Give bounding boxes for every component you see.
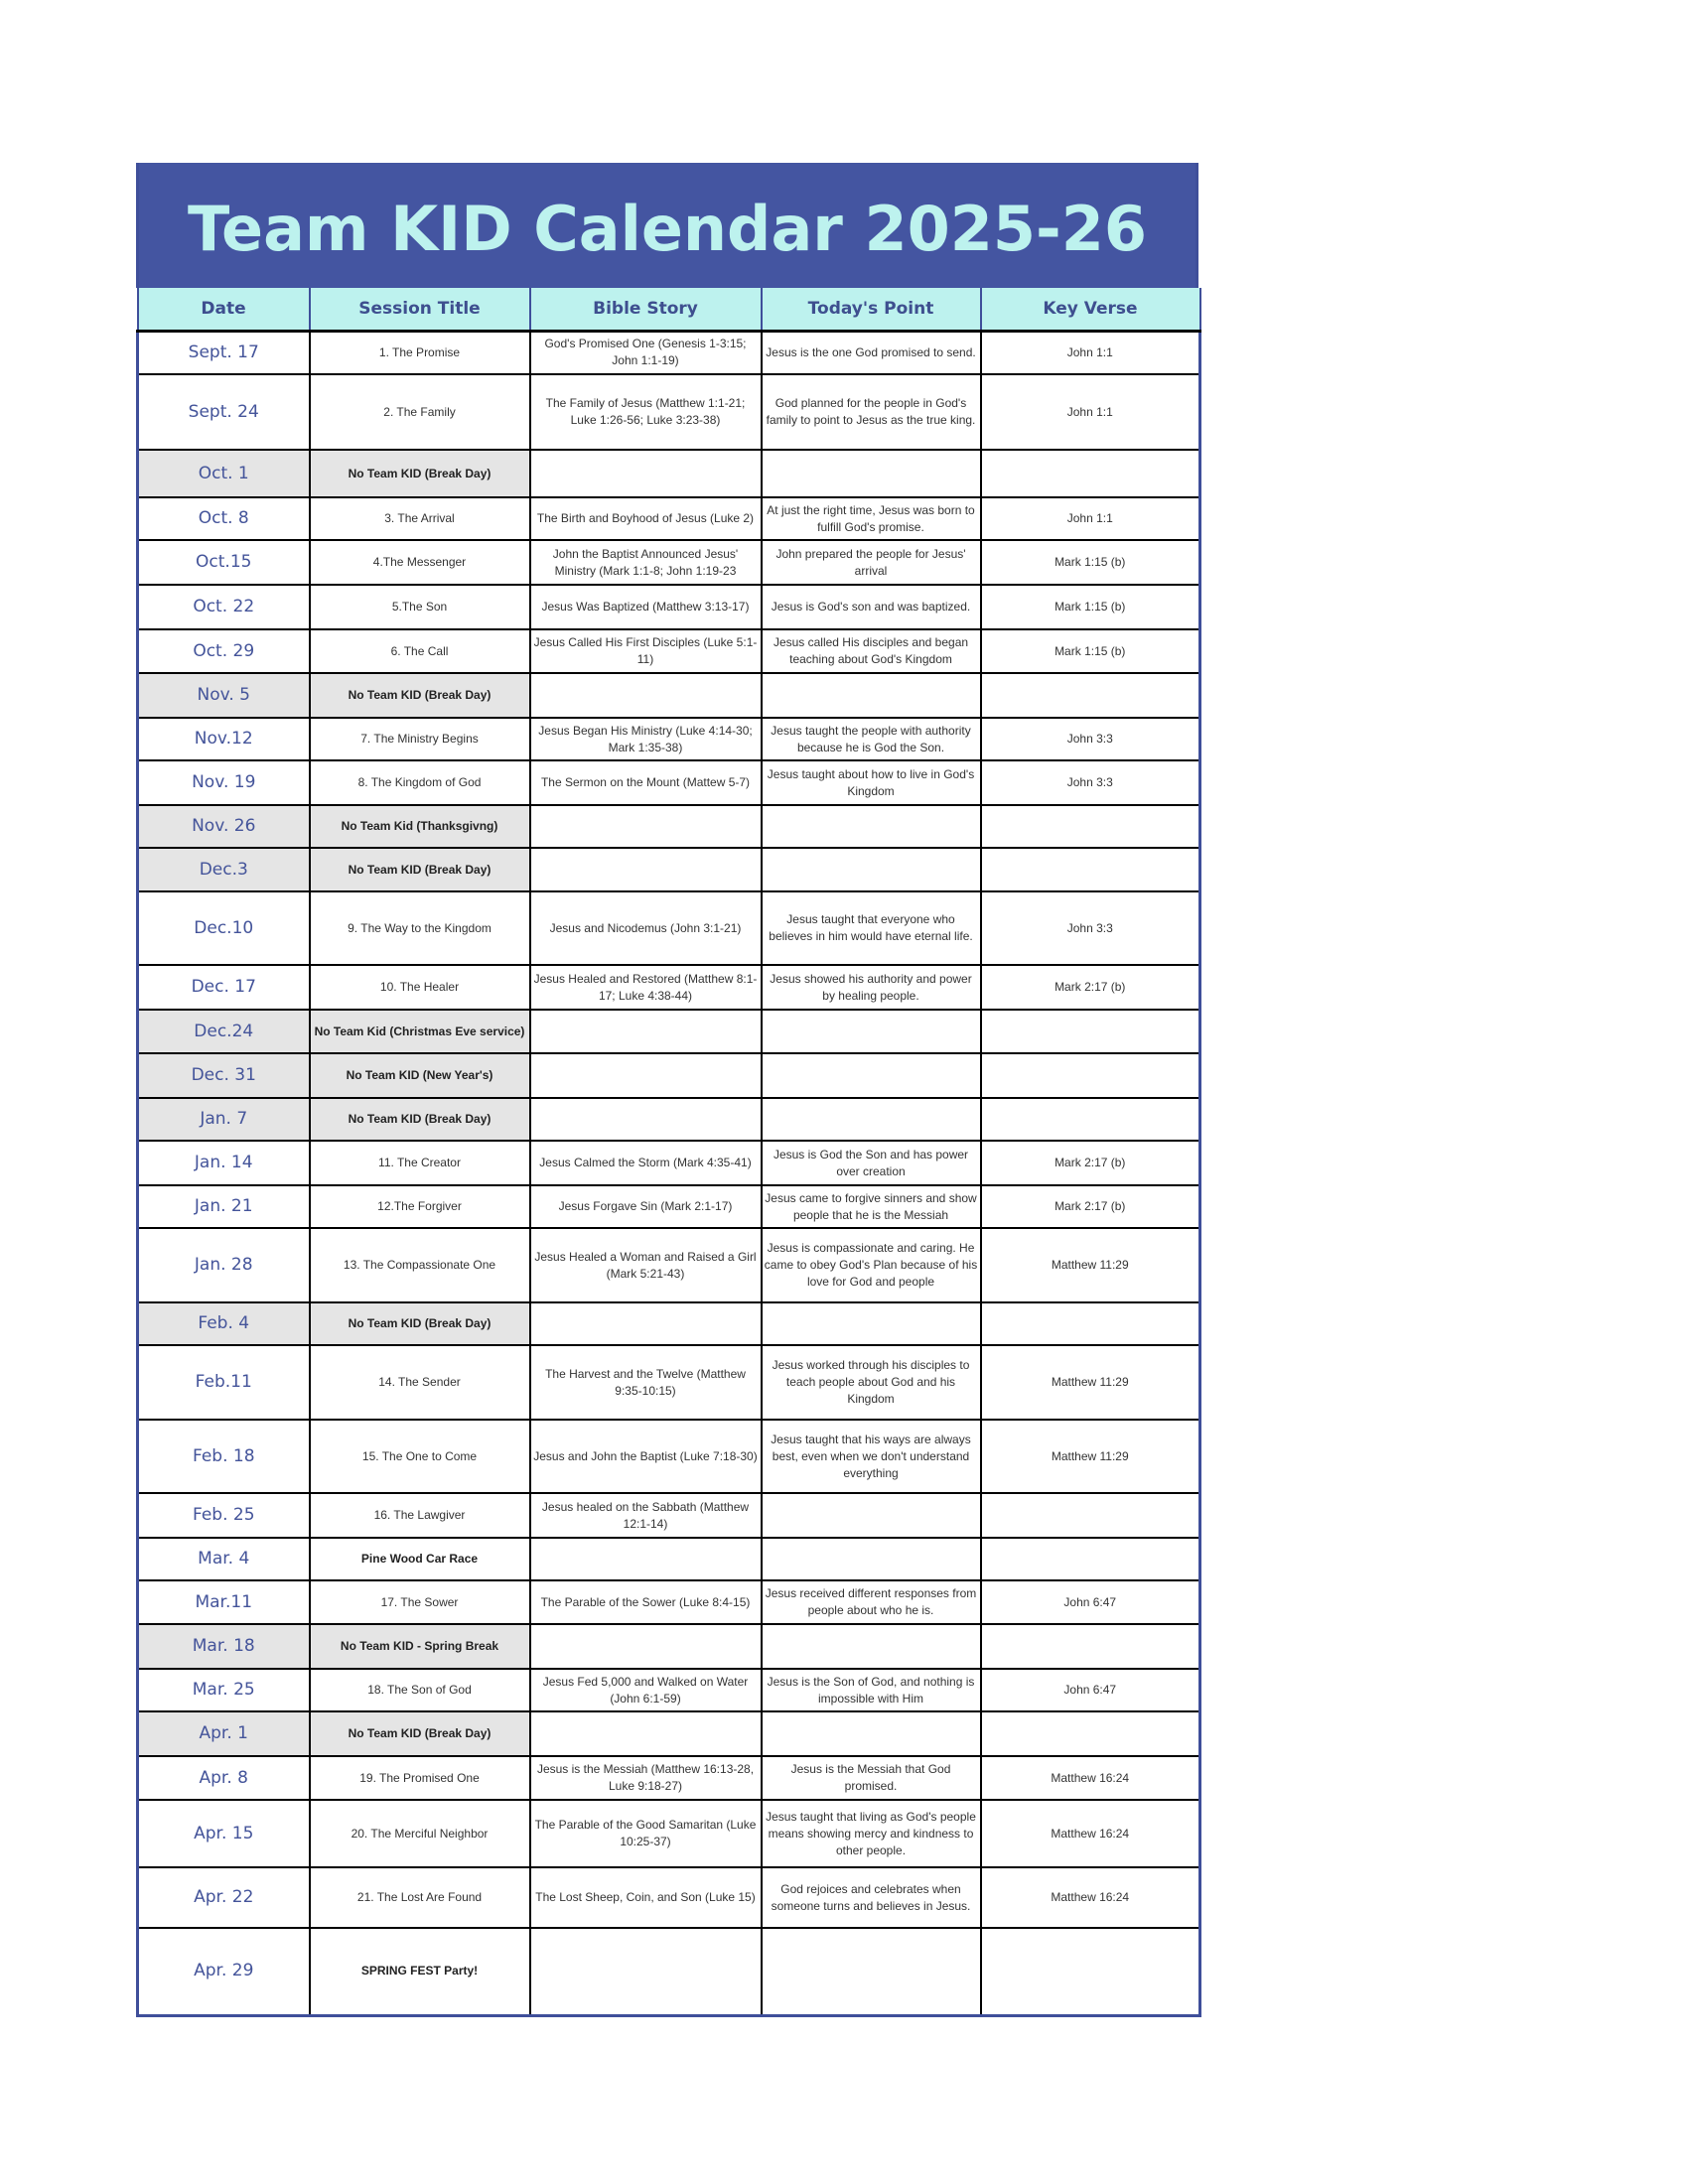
key-verse-cell: John 1:1 (981, 374, 1200, 450)
bible-story-cell (530, 673, 762, 718)
table-row (138, 1867, 1200, 1928)
bible-story-cell: Jesus Fed 5,000 and Walked on Water (John 6:1-59) (530, 1669, 762, 1711)
table-row (138, 965, 1200, 1010)
key-verse-cell (981, 848, 1200, 891)
todays-point-cell: Jesus is God the Son and has power over creation (762, 1141, 981, 1185)
date-cell: Apr. 22 (138, 1867, 310, 1928)
bible-story-cell: Jesus Forgave Sin (Mark 2:1-17) (530, 1185, 762, 1228)
date-cell: Feb. 18 (138, 1420, 310, 1493)
session-title-cell: No Team KID (Break Day) (310, 848, 530, 891)
key-verse-cell (981, 1053, 1200, 1098)
key-verse-cell: John 3:3 (981, 891, 1200, 965)
todays-point-cell (762, 1624, 981, 1669)
column-header-date: Date (138, 288, 310, 331)
calendar-rows (138, 331, 1200, 2015)
session-title-cell: 10. The Healer (310, 965, 530, 1010)
date-cell: Mar. 4 (138, 1538, 310, 1580)
todays-point-cell (762, 1711, 981, 1756)
table-row-break (138, 1098, 1200, 1141)
bible-story-cell (530, 1928, 762, 2015)
title-band (136, 163, 1198, 288)
date-cell: Oct. 1 (138, 450, 310, 497)
bible-story-cell: Jesus Began His Ministry (Luke 4:14-30; Mark 1:35-38) (530, 718, 762, 760)
table-row-break (138, 673, 1200, 718)
column-header-bible-story: Bible Story (530, 288, 762, 331)
key-verse-cell: John 3:3 (981, 718, 1200, 760)
bible-story-cell (530, 1010, 762, 1053)
table-row-break (138, 848, 1200, 891)
todays-point-cell: Jesus received different responses from people about who he is. (762, 1580, 981, 1624)
key-verse-cell (981, 1010, 1200, 1053)
table-row (138, 1928, 1200, 2015)
key-verse-cell: John 3:3 (981, 760, 1200, 805)
key-verse-cell (981, 1624, 1200, 1669)
key-verse-cell: Matthew 16:24 (981, 1756, 1200, 1800)
key-verse-cell: John 1:1 (981, 331, 1200, 374)
table-row-break (138, 1010, 1200, 1053)
key-verse-cell (981, 673, 1200, 718)
session-title-cell: 18. The Son of God (310, 1669, 530, 1711)
todays-point-cell (762, 1493, 981, 1538)
table-row-break (138, 1053, 1200, 1098)
session-title-cell: 17. The Sower (310, 1580, 530, 1624)
todays-point-cell: Jesus is the Messiah that God promised. (762, 1756, 981, 1800)
key-verse-cell (981, 1538, 1200, 1580)
date-cell: Oct. 29 (138, 629, 310, 673)
table-row-break (138, 1302, 1200, 1345)
key-verse-cell: Mark 1:15 (b) (981, 540, 1200, 585)
date-cell: Oct. 8 (138, 497, 310, 540)
calendar-table (136, 288, 1201, 2017)
todays-point-cell: Jesus called His disciples and began teaching about God's Kingdom (762, 629, 981, 673)
bible-story-cell: The Family of Jesus (Matthew 1:1-21; Luke 1:26-56; Luke 3:23-38) (530, 374, 762, 450)
todays-point-cell: Jesus taught the people with authority because he is God the Son. (762, 718, 981, 760)
date-cell: Sept. 24 (138, 374, 310, 450)
todays-point-cell: Jesus taught about how to live in God's Kingdom (762, 760, 981, 805)
page-title: Team KID Calendar 2025-26 (187, 192, 1148, 265)
session-title-cell: No Team KID (New Year's) (310, 1053, 530, 1098)
table-row-break (138, 1711, 1200, 1756)
bible-story-cell: The Parable of the Good Samaritan (Luke 10:25-37) (530, 1800, 762, 1867)
key-verse-cell: John 6:47 (981, 1580, 1200, 1624)
todays-point-cell (762, 450, 981, 497)
session-title-cell: 20. The Merciful Neighbor (310, 1800, 530, 1867)
table-row (138, 760, 1200, 805)
date-cell: Jan. 14 (138, 1141, 310, 1185)
date-cell: Dec. 17 (138, 965, 310, 1010)
session-title-cell: Pine Wood Car Race (310, 1538, 530, 1580)
date-cell: Apr. 29 (138, 1928, 310, 2015)
date-cell: Mar. 18 (138, 1624, 310, 1669)
todays-point-cell (762, 1302, 981, 1345)
bible-story-cell (530, 1053, 762, 1098)
table-row (138, 1345, 1200, 1420)
session-title-cell: No Team KID (Break Day) (310, 1711, 530, 1756)
date-cell: Feb. 25 (138, 1493, 310, 1538)
session-title-cell: No Team KID - Spring Break (310, 1624, 530, 1669)
session-title-cell: 14. The Sender (310, 1345, 530, 1420)
session-title-cell: 11. The Creator (310, 1141, 530, 1185)
date-cell: Oct.15 (138, 540, 310, 585)
session-title-cell: No Team KID (Break Day) (310, 450, 530, 497)
date-cell: Mar.11 (138, 1580, 310, 1624)
session-title-cell: 13. The Compassionate One (310, 1228, 530, 1302)
todays-point-cell: God rejoices and celebrates when someone turns and believes in Jesus. (762, 1867, 981, 1928)
table-row (138, 1756, 1200, 1800)
todays-point-cell: Jesus taught that his ways are always best, even when we don't understand everything (762, 1420, 981, 1493)
bible-story-cell: The Birth and Boyhood of Jesus (Luke 2) (530, 497, 762, 540)
todays-point-cell: Jesus is compassionate and caring. He came to obey God's Plan because of his love for God and people (762, 1228, 981, 1302)
todays-point-cell (762, 1053, 981, 1098)
key-verse-cell: Mark 2:17 (b) (981, 1185, 1200, 1228)
bible-story-cell: Jesus Healed and Restored (Matthew 8:1-17; Luke 4:38-44) (530, 965, 762, 1010)
session-title-cell: SPRING FEST Party! (310, 1928, 530, 2015)
todays-point-cell (762, 1098, 981, 1141)
date-cell: Feb. 4 (138, 1302, 310, 1345)
todays-point-cell (762, 673, 981, 718)
table-row-break (138, 1624, 1200, 1669)
date-cell: Mar. 25 (138, 1669, 310, 1711)
column-header-todays-point: Today's Point (762, 288, 981, 331)
date-cell: Apr. 1 (138, 1711, 310, 1756)
session-title-cell: 7. The Ministry Begins (310, 718, 530, 760)
bible-story-cell: The Harvest and the Twelve (Matthew 9:35-10:15) (530, 1345, 762, 1420)
session-title-cell: No Team KID (Break Day) (310, 673, 530, 718)
session-title-cell: No Team KID (Break Day) (310, 1302, 530, 1345)
table-row (138, 497, 1200, 540)
date-cell: Apr. 8 (138, 1756, 310, 1800)
session-title-cell: 12.The Forgiver (310, 1185, 530, 1228)
todays-point-cell (762, 848, 981, 891)
bible-story-cell (530, 848, 762, 891)
bible-story-cell (530, 1302, 762, 1345)
bible-story-cell: John the Baptist Announced Jesus' Ministry (Mark 1:1-8; John 1:19-23 (530, 540, 762, 585)
table-row (138, 629, 1200, 673)
key-verse-cell: Matthew 11:29 (981, 1228, 1200, 1302)
table-row (138, 1669, 1200, 1711)
bible-story-cell (530, 1624, 762, 1669)
header-row (138, 288, 1200, 331)
table-row-break (138, 450, 1200, 497)
date-cell: Nov. 5 (138, 673, 310, 718)
session-title-cell: 6. The Call (310, 629, 530, 673)
bible-story-cell: The Sermon on the Mount (Mattew 5-7) (530, 760, 762, 805)
session-title-cell: 9. The Way to the Kingdom (310, 891, 530, 965)
session-title-cell: No Team KID (Break Day) (310, 1098, 530, 1141)
date-cell: Nov. 26 (138, 805, 310, 848)
session-title-cell: 3. The Arrival (310, 497, 530, 540)
table-row (138, 331, 1200, 374)
key-verse-cell: Mark 1:15 (b) (981, 629, 1200, 673)
key-verse-cell: Matthew 11:29 (981, 1420, 1200, 1493)
bible-story-cell: The Parable of the Sower (Luke 8:4-15) (530, 1580, 762, 1624)
key-verse-cell: Matthew 16:24 (981, 1867, 1200, 1928)
todays-point-cell: Jesus worked through his disciples to teach people about God and his Kingdom (762, 1345, 981, 1420)
date-cell: Dec.24 (138, 1010, 310, 1053)
key-verse-cell (981, 805, 1200, 848)
todays-point-cell: Jesus showed his authority and power by healing people. (762, 965, 981, 1010)
date-cell: Apr. 15 (138, 1800, 310, 1867)
table-row (138, 1141, 1200, 1185)
key-verse-cell: Mark 1:15 (b) (981, 585, 1200, 629)
table-row (138, 374, 1200, 450)
table-row (138, 585, 1200, 629)
todays-point-cell: Jesus is the one God promised to send. (762, 331, 981, 374)
todays-point-cell: Jesus taught that everyone who believes in him would have eternal life. (762, 891, 981, 965)
date-cell: Dec.3 (138, 848, 310, 891)
session-title-cell: 2. The Family (310, 374, 530, 450)
session-title-cell: 15. The One to Come (310, 1420, 530, 1493)
bible-story-cell: Jesus and Nicodemus (John 3:1-21) (530, 891, 762, 965)
date-cell: Sept. 17 (138, 331, 310, 374)
bible-story-cell: Jesus Was Baptized (Matthew 3:13-17) (530, 585, 762, 629)
todays-point-cell (762, 1928, 981, 2015)
key-verse-cell: John 1:1 (981, 497, 1200, 540)
session-title-cell: 19. The Promised One (310, 1756, 530, 1800)
date-cell: Dec. 31 (138, 1053, 310, 1098)
table-row (138, 891, 1200, 965)
key-verse-cell (981, 1302, 1200, 1345)
bible-story-cell: Jesus Called His First Disciples (Luke 5:1-11) (530, 629, 762, 673)
date-cell: Feb.11 (138, 1345, 310, 1420)
session-title-cell: 21. The Lost Are Found (310, 1867, 530, 1928)
bible-story-cell (530, 805, 762, 848)
key-verse-cell (981, 1493, 1200, 1538)
table-row (138, 1580, 1200, 1624)
key-verse-cell: Matthew 11:29 (981, 1345, 1200, 1420)
key-verse-cell (981, 450, 1200, 497)
session-title-cell: 1. The Promise (310, 331, 530, 374)
table-row (138, 1420, 1200, 1493)
date-cell: Jan. 7 (138, 1098, 310, 1141)
todays-point-cell (762, 1010, 981, 1053)
bible-story-cell: Jesus Calmed the Storm (Mark 4:35-41) (530, 1141, 762, 1185)
table-row (138, 1800, 1200, 1867)
bible-story-cell (530, 1538, 762, 1580)
todays-point-cell: Jesus came to forgive sinners and show people that he is the Messiah (762, 1185, 981, 1228)
date-cell: Dec.10 (138, 891, 310, 965)
date-cell: Nov.12 (138, 718, 310, 760)
column-header-key-verse: Key Verse (981, 288, 1200, 331)
bible-story-cell: Jesus Healed a Woman and Raised a Girl (Mark 5:21-43) (530, 1228, 762, 1302)
table-row (138, 1185, 1200, 1228)
date-cell: Oct. 22 (138, 585, 310, 629)
key-verse-cell (981, 1711, 1200, 1756)
todays-point-cell: At just the right time, Jesus was born to fulfill God's promise. (762, 497, 981, 540)
column-header-session-title: Session Title (310, 288, 530, 331)
key-verse-cell: John 6:47 (981, 1669, 1200, 1711)
date-cell: Jan. 21 (138, 1185, 310, 1228)
key-verse-cell: Matthew 16:24 (981, 1800, 1200, 1867)
table-row (138, 540, 1200, 585)
table-row (138, 1538, 1200, 1580)
session-title-cell: 16. The Lawgiver (310, 1493, 530, 1538)
session-title-cell: No Team Kid (Christmas Eve service) (310, 1010, 530, 1053)
session-title-cell: 4.The Messenger (310, 540, 530, 585)
table-row (138, 718, 1200, 760)
session-title-cell: 8. The Kingdom of God (310, 760, 530, 805)
bible-story-cell: God's Promised One (Genesis 1-3:15; John 1:1-19) (530, 331, 762, 374)
key-verse-cell (981, 1928, 1200, 2015)
table-row-break (138, 805, 1200, 848)
date-cell: Jan. 28 (138, 1228, 310, 1302)
session-title-cell: No Team Kid (Thanksgivng) (310, 805, 530, 848)
session-title-cell: 5.The Son (310, 585, 530, 629)
date-cell: Nov. 19 (138, 760, 310, 805)
todays-point-cell (762, 1538, 981, 1580)
key-verse-cell (981, 1098, 1200, 1141)
bible-story-cell (530, 1098, 762, 1141)
todays-point-cell: God planned for the people in God's family to point to Jesus as the true king. (762, 374, 981, 450)
bible-story-cell: Jesus is the Messiah (Matthew 16:13-28, Luke 9:18-27) (530, 1756, 762, 1800)
table-row (138, 1493, 1200, 1538)
bible-story-cell (530, 1711, 762, 1756)
bible-story-cell: Jesus healed on the Sabbath (Matthew 12:1-14) (530, 1493, 762, 1538)
todays-point-cell: Jesus is God's son and was baptized. (762, 585, 981, 629)
key-verse-cell: Mark 2:17 (b) (981, 965, 1200, 1010)
todays-point-cell (762, 805, 981, 848)
todays-point-cell: Jesus is the Son of God, and nothing is impossible with Him (762, 1669, 981, 1711)
table-row (138, 1228, 1200, 1302)
calendar-sheet (136, 163, 1198, 2017)
bible-story-cell: Jesus and John the Baptist (Luke 7:18-30) (530, 1420, 762, 1493)
todays-point-cell: John prepared the people for Jesus' arrival (762, 540, 981, 585)
todays-point-cell: Jesus taught that living as God's people means showing mercy and kindness to other people. (762, 1800, 981, 1867)
bible-story-cell: The Lost Sheep, Coin, and Son (Luke 15) (530, 1867, 762, 1928)
bible-story-cell (530, 450, 762, 497)
key-verse-cell: Mark 2:17 (b) (981, 1141, 1200, 1185)
